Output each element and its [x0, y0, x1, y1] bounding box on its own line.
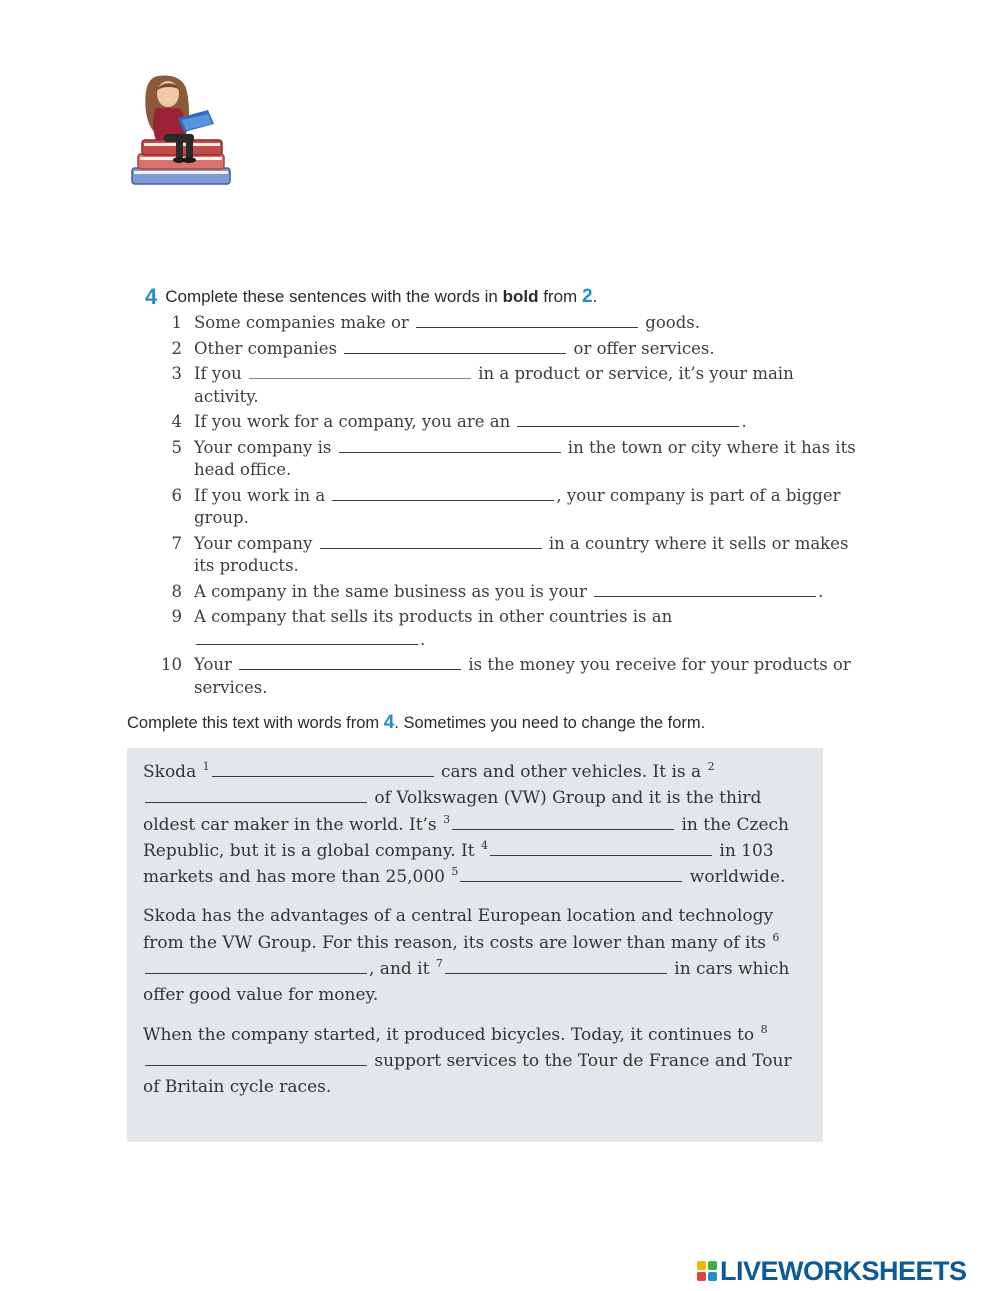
- sentence-item: 1 Some companies make or goods.: [171, 313, 701, 332]
- sentence-item: 9 A company that sells its products in other countries is an .: [171, 607, 673, 649]
- exercise-4-sentence-list: [160, 312, 860, 702]
- text-blank-4[interactable]: [490, 840, 712, 856]
- text-blank-5[interactable]: [460, 866, 682, 882]
- answer-blank-5[interactable]: [339, 437, 561, 453]
- answer-blank-9[interactable]: [196, 629, 418, 645]
- sentence-item: 8 A company in the same business as you is your .: [171, 581, 824, 601]
- exercise-5-instruction: Complete this text with words from 4. Sometimes you need to change the form.: [127, 712, 706, 733]
- text-blank-8[interactable]: [145, 1050, 367, 1066]
- sentence-item: 7 Your company in a country where it sells or makes its products.: [171, 533, 849, 575]
- answer-blank-2[interactable]: [344, 338, 566, 354]
- reading-girl-on-books-illustration: [128, 72, 234, 190]
- text-blank-3[interactable]: [452, 814, 674, 830]
- text-blank-7[interactable]: [445, 958, 667, 974]
- sentence-item: 10 Your is the money you receive for your products or services.: [161, 655, 851, 697]
- exercise-4-instruction: 4 Complete these sentences with the words in bold from 2.: [145, 284, 598, 309]
- sentence-item: 3 If you in a product or service, it’s your main activity.: [171, 364, 794, 406]
- liveworksheets-logo: [697, 1256, 967, 1286]
- answer-blank-1[interactable]: [416, 312, 638, 328]
- sentence-item: 6 If you work in a , your company is part of a bigger group.: [171, 485, 841, 527]
- logo-mark-icon: [697, 1261, 717, 1281]
- answer-blank-8[interactable]: [594, 581, 816, 597]
- sentence-item: 2 Other companies or offer services.: [171, 338, 715, 358]
- paragraph-2: Skoda has the advantages of a central European location and technology from the VW Group. For this reason, its costs are lower than many of its $^6$, and it $^7$ in cars which offer good value for money.: [143, 906, 790, 1006]
- sentence-item: 4 If you work for a company, you are an .: [171, 412, 747, 431]
- skoda-text-box: [127, 748, 823, 1142]
- answer-blank-3[interactable]: [249, 363, 471, 379]
- answer-blank-10[interactable]: [239, 654, 461, 670]
- answer-blank-7[interactable]: [320, 533, 542, 549]
- paragraph-1: Skoda $^1$ cars and other vehicles. It is a $^2$ of Volkswagen (VW) Group and it is the third oldest car maker in the world. It’s $^3$ in the Czech Republic, but it is a global company. It $^4$ in 103 markets and has more than 25,000 $^5$ worldwide.: [143, 760, 789, 888]
- sentence-item: 5 Your company is in the town or city where it has its head office.: [171, 437, 856, 479]
- text-blank-6[interactable]: [145, 958, 367, 974]
- answer-blank-4[interactable]: [517, 411, 739, 427]
- exercise-number: 4: [145, 284, 158, 309]
- text-blank-2[interactable]: [145, 787, 367, 803]
- logo-wordmark: LIVEWORKSHEETS: [720, 1255, 967, 1286]
- answer-blank-6[interactable]: [332, 485, 554, 501]
- paragraph-3: When the company started, it produced bicycles. Today, it continues to $^8$ support services to the Tour de France and Tour of Britain cycle races.: [143, 1022, 792, 1098]
- text-blank-1[interactable]: [212, 761, 434, 777]
